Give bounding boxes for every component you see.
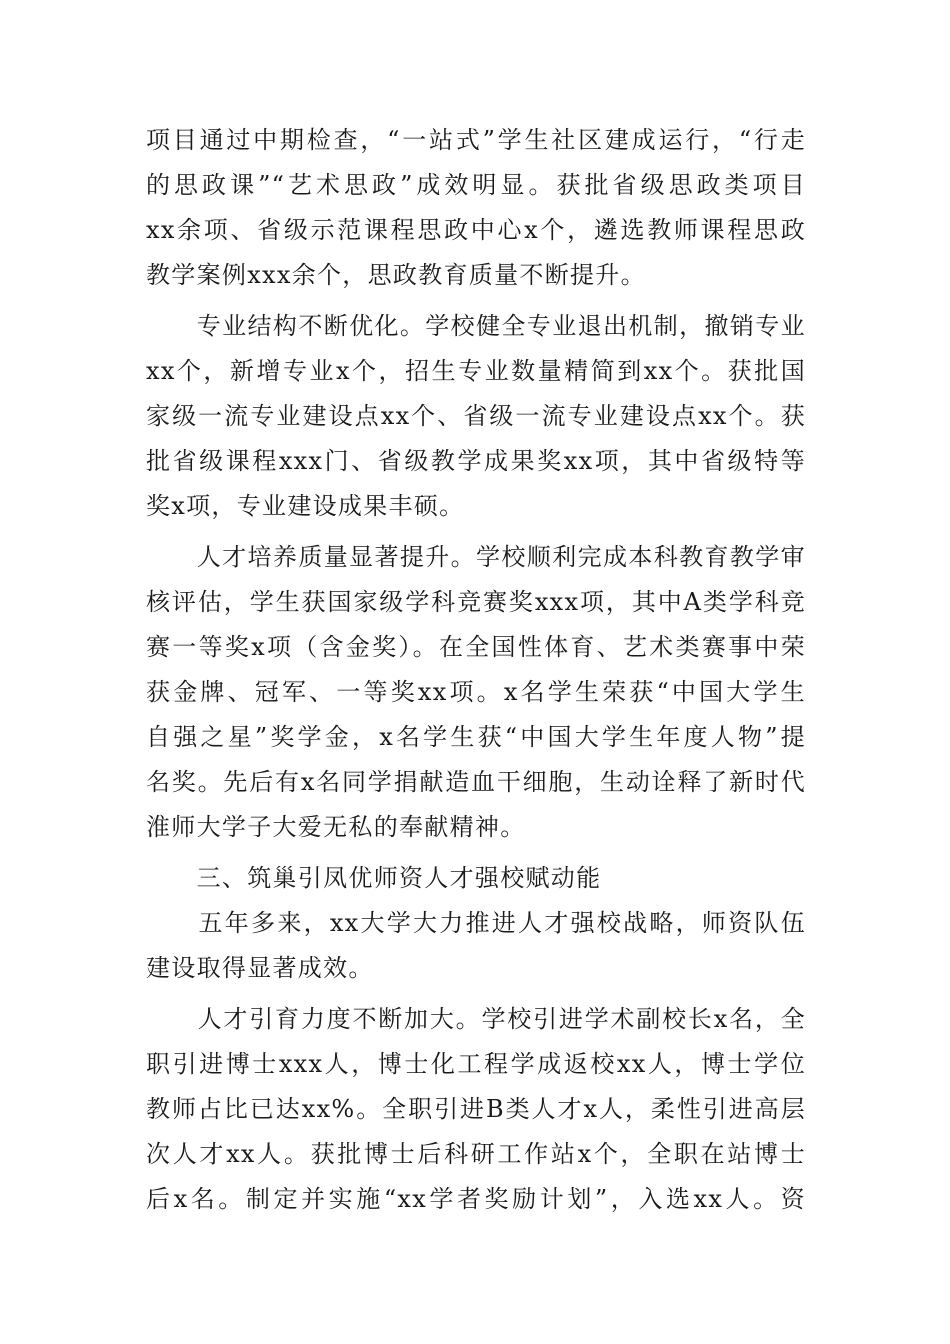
paragraph-talent-recruitment: [146, 997, 806, 1222]
text-line: 教师占比已达xx%。全职引进B类人才x人，柔性引进高层: [146, 1095, 806, 1123]
text-line: 专业结构不断优化。学校健全专业退出机制，撤销专业: [146, 312, 806, 340]
text-line: 自强之星”奖学金，x名学生获“中国大学生年度人物”提: [146, 723, 806, 751]
text-line: 建设取得显著成效。: [146, 954, 374, 982]
text-line: 核评估，学生获国家级学科竞赛奖xxx项，其中A类学科竞: [146, 588, 806, 616]
text-line: xx个，新增专业x个，招生专业数量精简到xx个。获批国: [146, 357, 806, 385]
text-line: 五年多来，xx大学大力推进人才强校战略，师资队伍: [146, 909, 806, 937]
text-line: 名奖。先后有x名同学捐献造血干细胞，生动诠释了新时代: [146, 768, 806, 796]
paragraph-major-structure: [146, 304, 806, 529]
text-line: 奖x项，专业建设成果丰硕。: [146, 492, 465, 520]
text-line: 家级一流专业建设点xx个、省级一流专业建设点xx个。获: [146, 402, 806, 430]
text-line: 人才引育力度不断加大。学校引进学术副校长x名，全: [146, 1005, 806, 1033]
paragraph-ideology: [146, 118, 806, 298]
text-line: 项目通过中期检查，“一站式”学生社区建成运行，“行走: [146, 126, 806, 154]
text-line: xx余项、省级示范课程思政中心x个，遴选教师课程思政: [146, 216, 806, 244]
text-line: 教学案例xxx余个，思政教育质量不断提升。: [146, 261, 646, 289]
text-line: 批省级课程xxx门、省级教学成果奖xx项，其中省级特等: [146, 447, 806, 475]
text-line: 次人才xx人。获批博士后科研工作站x个，全职在站博士: [146, 1140, 806, 1168]
text-line: 获金牌、冠军、一等奖xx项。x名学生荣获“中国大学生: [146, 678, 806, 706]
paragraph-talent-quality: [146, 535, 806, 850]
paragraph-intro: [146, 901, 806, 991]
text-line: 的思政课”“艺术思政”成效明显。获批省级思政类项目: [146, 171, 806, 199]
document-body: [146, 118, 806, 1228]
text-line: 人才培养质量显著提升。学校顺利完成本科教育教学审: [146, 543, 806, 571]
text-line: 后x名。制定并实施“xx学者奖励计划”，入选xx人。资: [146, 1185, 806, 1213]
section-heading: 三、筑巢引凤优师资人才强校赋动能: [146, 864, 602, 892]
text-line: 赛一等奖x项（含金奖）。在全国性体育、艺术类赛事中荣: [146, 633, 806, 661]
text-line: 职引进博士xxx人，博士化工程学成返校xx人，博士学位: [146, 1050, 806, 1078]
text-line: 淮师大学子大爱无私的奉献精神。: [146, 813, 526, 841]
